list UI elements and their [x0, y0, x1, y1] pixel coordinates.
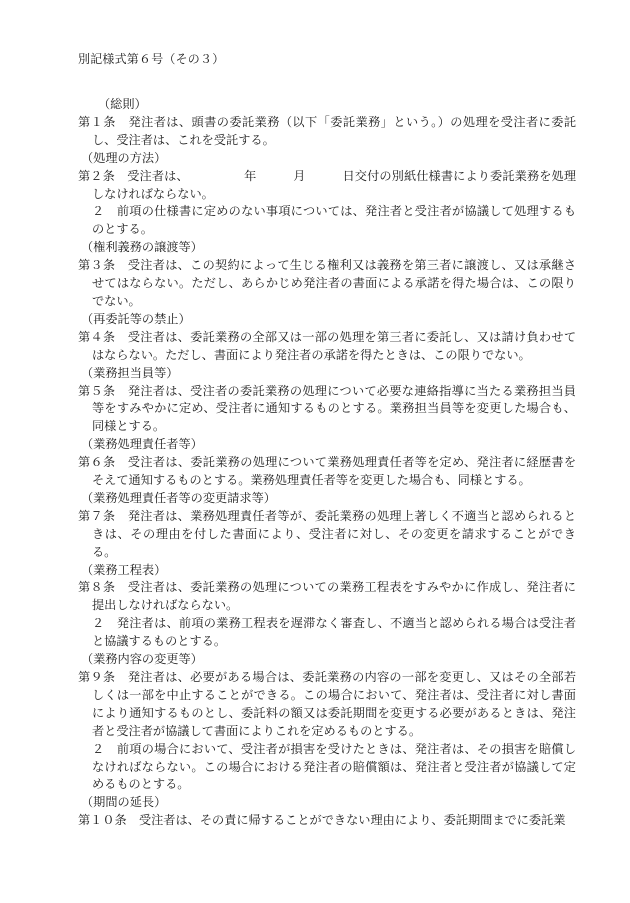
paragraph-text: 発注者は、頭書の委託業務（以下「委託業務」という。）の処理を受注者に委託し、受注者は、これを受託する。 — [92, 114, 577, 147]
article-number: 第９条 — [78, 670, 116, 684]
article-heading: （業務処理責任者等） — [81, 437, 203, 452]
article-paragraph — [78, 168, 576, 204]
article-paragraph — [78, 454, 576, 490]
form-label: 別記様式第６号（その３） — [78, 52, 225, 66]
article-number: 第５条 — [78, 383, 116, 398]
article-paragraph — [78, 114, 576, 150]
paragraph-number: ２ — [92, 741, 117, 756]
article-heading: （業務工程表） — [81, 562, 167, 577]
article-paragraph — [78, 257, 576, 311]
article-number: 第２条 — [78, 168, 115, 183]
article-paragraph — [78, 669, 576, 741]
article-heading: （総則） — [98, 97, 147, 111]
article-heading: （業務処理責任者等の変更請求等） — [81, 490, 276, 505]
paragraph-text: 受注者は、委託業務の処理についての業務工程表をすみやかに作成し、発注者に提出しなければならない。 — [92, 580, 576, 613]
paragraph-text: 受注者は、その責に帰することができない理由により、委託期間までに委託業 — [138, 813, 566, 828]
article-number: 第６条 — [78, 455, 116, 470]
paragraph-text: 受注者は、 年 月 日交付の別紙仕様書により委託業務を処理しなければならない。 — [92, 168, 577, 201]
article-number: 第４条 — [78, 329, 116, 344]
paragraph-text: 発注者は、前項の業務工程表を遅滞なく審査し、不適当と認められる場合は受注者と協議するものとする。 — [92, 616, 577, 649]
paragraph-text: 前項の場合において、受注者が損害を受けたときは、発注者は、その損害を賠償しなければならない。この場合における発注者の賠償額は、発注者と受注者が協議して定めるものとする。 — [92, 741, 577, 792]
paragraph-text: 前項の仕様書に定めのない事項については、発注者と受注者が協議して処理するものとする。 — [92, 204, 577, 237]
paragraph-text: 受注者は、この契約によって生じる権利又は義務を第三者に譲渡し、又は承継させてはならない。ただし、あらかじめ発注者の書面による承諾を得た場合は、この限りでない。 — [92, 258, 577, 308]
paragraph-text: 受注者は、委託業務の処理について業務処理責任者等を定め、発注者に経歴書をそえて通知するものとする。業務処理責任者等を変更した場合も、同様とする。 — [92, 455, 577, 488]
article-number: 第３条 — [78, 258, 116, 273]
article-paragraph — [78, 329, 576, 365]
paragraph-text: 受注者は、委託業務の全部又は一部の処理を第三者に委託し、又は請け負わせてはならない。ただし、書面により発注者の承諾を得たときは、この限りでない。 — [92, 329, 577, 362]
article-heading: （業務内容の変更等） — [81, 652, 203, 667]
paragraph-text: 発注者は、受注者の委託業務の処理について必要な連絡指導に当たる業務担当員等をすみやかに定め、受注者に通知するものとする。業務担当員等を変更した場合も、同様とする。 — [92, 383, 576, 434]
article-number: 第１条 — [78, 114, 116, 129]
article-heading: （業務担当員等） — [81, 365, 179, 380]
paragraph-number: ２ — [92, 616, 117, 631]
article-number: 第８条 — [78, 580, 116, 595]
paragraph-text: 発注者は、必要がある場合は、委託業務の内容の一部を変更し、又はその全部若しくは一部を中止することができる。この場合において、発注者は、受注者に対し書面により通知するものとし、委託料の額又は委託期間を変更する必要があるときは、発注者と受注者が協議して書面によりこれを定めるものとする。 — [92, 670, 577, 738]
article-heading: （権利義務の譲渡等） — [81, 240, 203, 255]
paragraph-number: ２ — [92, 204, 117, 219]
article-heading: （処理の方法） — [81, 150, 167, 165]
article-number: 第１０条 — [78, 813, 127, 828]
paragraph-text: 発注者は、業務処理責任者等が、委託業務の処理上著しく不適当と認められるときは、その理由を付した書面により、受注者に対し、その変更を請求することができる。 — [92, 508, 577, 559]
article-number: 第７条 — [78, 508, 116, 523]
article-paragraph — [78, 383, 576, 437]
sub-paragraph — [78, 741, 576, 795]
article-paragraph — [78, 579, 576, 615]
article-heading: （期間の延長） — [81, 795, 167, 810]
article-paragraph — [78, 508, 576, 562]
contract-body — [78, 96, 576, 830]
article-heading: （再委託等の禁止） — [81, 311, 191, 326]
article-paragraph — [78, 812, 576, 830]
sub-paragraph — [78, 615, 576, 651]
sub-paragraph — [78, 203, 576, 239]
